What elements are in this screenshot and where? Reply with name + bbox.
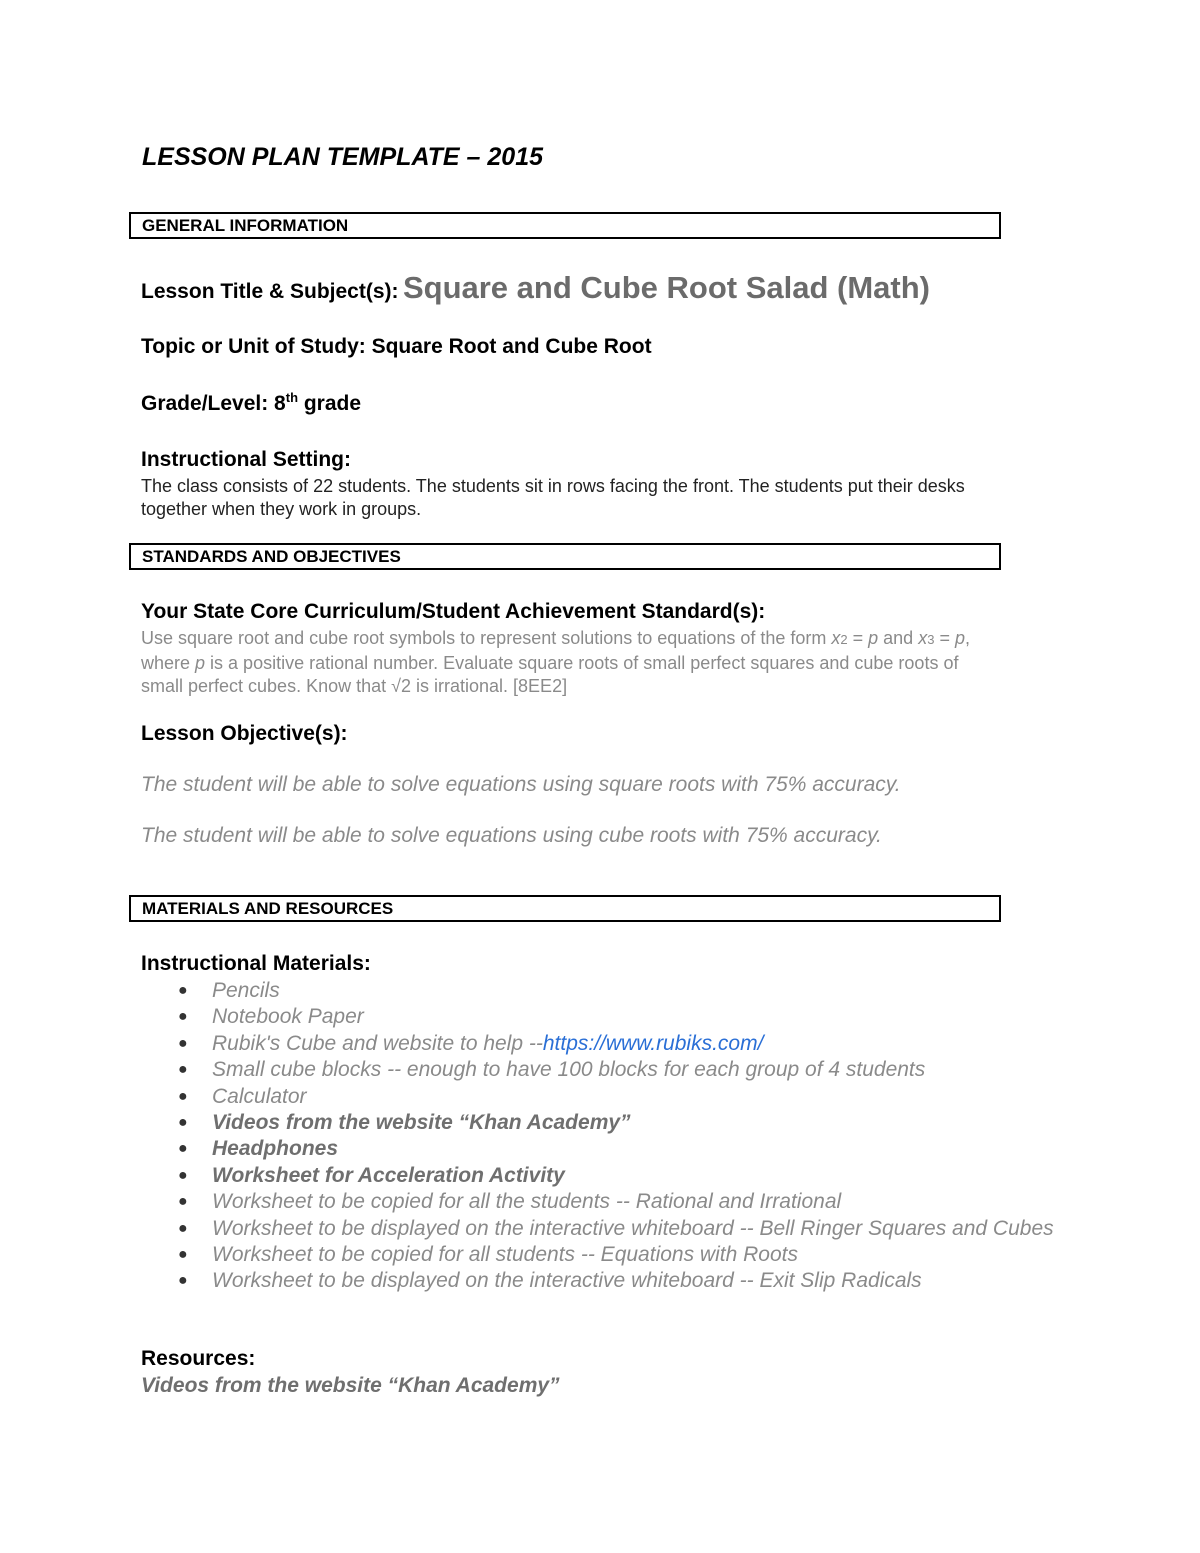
list-item-text: Worksheet to be copied for all the students -- Rational and Irrational bbox=[212, 1190, 842, 1214]
instructional-materials-label: Instructional Materials: bbox=[141, 952, 371, 975]
instructional-setting-label: Instructional Setting: bbox=[141, 448, 351, 471]
variable-p: p bbox=[868, 628, 879, 648]
list-item bbox=[172, 1031, 1072, 1057]
setting-line: together when they work in groups. bbox=[141, 499, 422, 519]
list-item-text: Small cube blocks -- enough to have 100 blocks for each group of 4 students bbox=[212, 1058, 926, 1082]
section-header-label: GENERAL INFORMATION bbox=[142, 216, 349, 235]
list-item-text: Worksheet to be displayed on the interactive whiteboard -- Exit Slip Radicals bbox=[212, 1269, 922, 1293]
list-item-text: Rubik's Cube and website to help -- bbox=[212, 1031, 543, 1055]
objectives-label: Lesson Objective(s): bbox=[141, 722, 348, 745]
list-item bbox=[172, 1268, 1072, 1294]
equals: = bbox=[847, 628, 869, 648]
grade-line bbox=[141, 390, 361, 416]
lesson-title-label: Lesson Title & Subject(s): bbox=[141, 280, 399, 303]
standard-line bbox=[141, 652, 970, 676]
list-item-text: Calculator bbox=[212, 1084, 307, 1108]
bullet-icon: ● bbox=[178, 1246, 188, 1264]
bullet-icon: ● bbox=[178, 1087, 188, 1105]
list-item-text: Videos from the website “Khan Academy” bbox=[212, 1111, 631, 1135]
standard-label: Your State Core Curriculum/Student Achievement Standard(s): bbox=[141, 600, 766, 623]
list-item-text: Notebook Paper bbox=[212, 1005, 364, 1029]
variable-x: x bbox=[918, 628, 928, 648]
list-item-text: Worksheet to be copied for all students -- Equations with Roots bbox=[212, 1243, 798, 1267]
comma: , bbox=[964, 628, 970, 648]
resources-label: Resources: bbox=[141, 1347, 256, 1370]
rubiks-link[interactable]: https://www.rubiks.com/ bbox=[542, 1031, 764, 1055]
standard-text-part: is a positive rational number. Evaluate square roots of small perfect squares and cube roots of bbox=[205, 652, 959, 673]
lesson-title-value: Square and Cube Root Salad (Math) bbox=[402, 270, 930, 305]
exponent: 3 bbox=[927, 632, 935, 647]
grade-label: Grade/Level: 8 bbox=[141, 392, 286, 415]
bullet-icon: ● bbox=[178, 1061, 188, 1079]
list-item bbox=[172, 1216, 1072, 1242]
bullet-icon: ● bbox=[178, 1219, 188, 1237]
and-text: and bbox=[878, 628, 919, 648]
list-item-text: Pencils bbox=[212, 979, 280, 1002]
section-header-materials bbox=[129, 895, 1001, 922]
bullet-icon: ● bbox=[178, 1008, 188, 1026]
list-item bbox=[172, 1136, 1072, 1162]
section-header-standards bbox=[129, 543, 1001, 570]
bullet-icon: ● bbox=[178, 1114, 188, 1132]
standard-line: small perfect cubes. Know that √2 is irrational. [8EE2] bbox=[141, 676, 568, 696]
variable-p: p bbox=[195, 652, 206, 673]
setting-line: The class consists of 22 students. The students sit in rows facing the front. The students put their desks bbox=[141, 476, 965, 496]
section-header-label: MATERIALS AND RESOURCES bbox=[142, 899, 394, 918]
bullet-icon: ● bbox=[178, 1193, 188, 1211]
list-item bbox=[172, 1163, 1072, 1189]
exponent: 2 bbox=[840, 632, 848, 647]
resources-value: Videos from the website “Khan Academy” bbox=[141, 1374, 560, 1397]
list-item-text: Worksheet for Acceleration Activity bbox=[212, 1163, 565, 1187]
standard-text-part: where bbox=[141, 652, 196, 673]
materials-list bbox=[172, 978, 1072, 1295]
grade-suffix: grade bbox=[298, 392, 362, 415]
list-item bbox=[172, 1084, 1072, 1110]
list-item bbox=[172, 1189, 1072, 1215]
list-item bbox=[172, 1004, 1072, 1030]
page-title: LESSON PLAN TEMPLATE – 2015 bbox=[142, 143, 544, 171]
bullet-icon: ● bbox=[178, 1034, 188, 1052]
list-item bbox=[172, 1057, 1072, 1083]
objective-2: The student will be able to solve equations using cube roots with 75% accuracy. bbox=[141, 824, 882, 847]
section-header-general bbox=[129, 212, 1001, 239]
bullet-icon: ● bbox=[178, 1140, 188, 1158]
instructional-setting-text bbox=[141, 475, 965, 521]
standard-line bbox=[141, 627, 970, 652]
variable-x: x bbox=[831, 628, 841, 648]
variable-p: p bbox=[954, 628, 965, 648]
standard-text bbox=[141, 627, 970, 699]
bullet-icon: ● bbox=[178, 1272, 188, 1290]
grade-superscript: th bbox=[285, 390, 299, 405]
topic-line: Topic or Unit of Study: Square Root and Cube Root bbox=[141, 335, 652, 358]
list-item bbox=[172, 1110, 1072, 1136]
equals: = bbox=[934, 628, 955, 648]
list-item-text: Worksheet to be displayed on the interactive whiteboard -- Bell Ringer Squares and Cubes bbox=[212, 1216, 1054, 1240]
lesson-title-row bbox=[141, 270, 930, 306]
bullet-icon: ● bbox=[178, 982, 188, 999]
objective-1: The student will be able to solve equations using square roots with 75% accuracy. bbox=[141, 773, 901, 796]
list-item bbox=[172, 1242, 1072, 1268]
section-header-label: STANDARDS AND OBJECTIVES bbox=[142, 547, 401, 566]
bullet-icon: ● bbox=[178, 1166, 188, 1184]
list-item-text: Headphones bbox=[212, 1137, 339, 1161]
list-item bbox=[172, 978, 1072, 1004]
standard-text-part: Use square root and cube root symbols to represent solutions to equations of the form bbox=[141, 628, 832, 648]
